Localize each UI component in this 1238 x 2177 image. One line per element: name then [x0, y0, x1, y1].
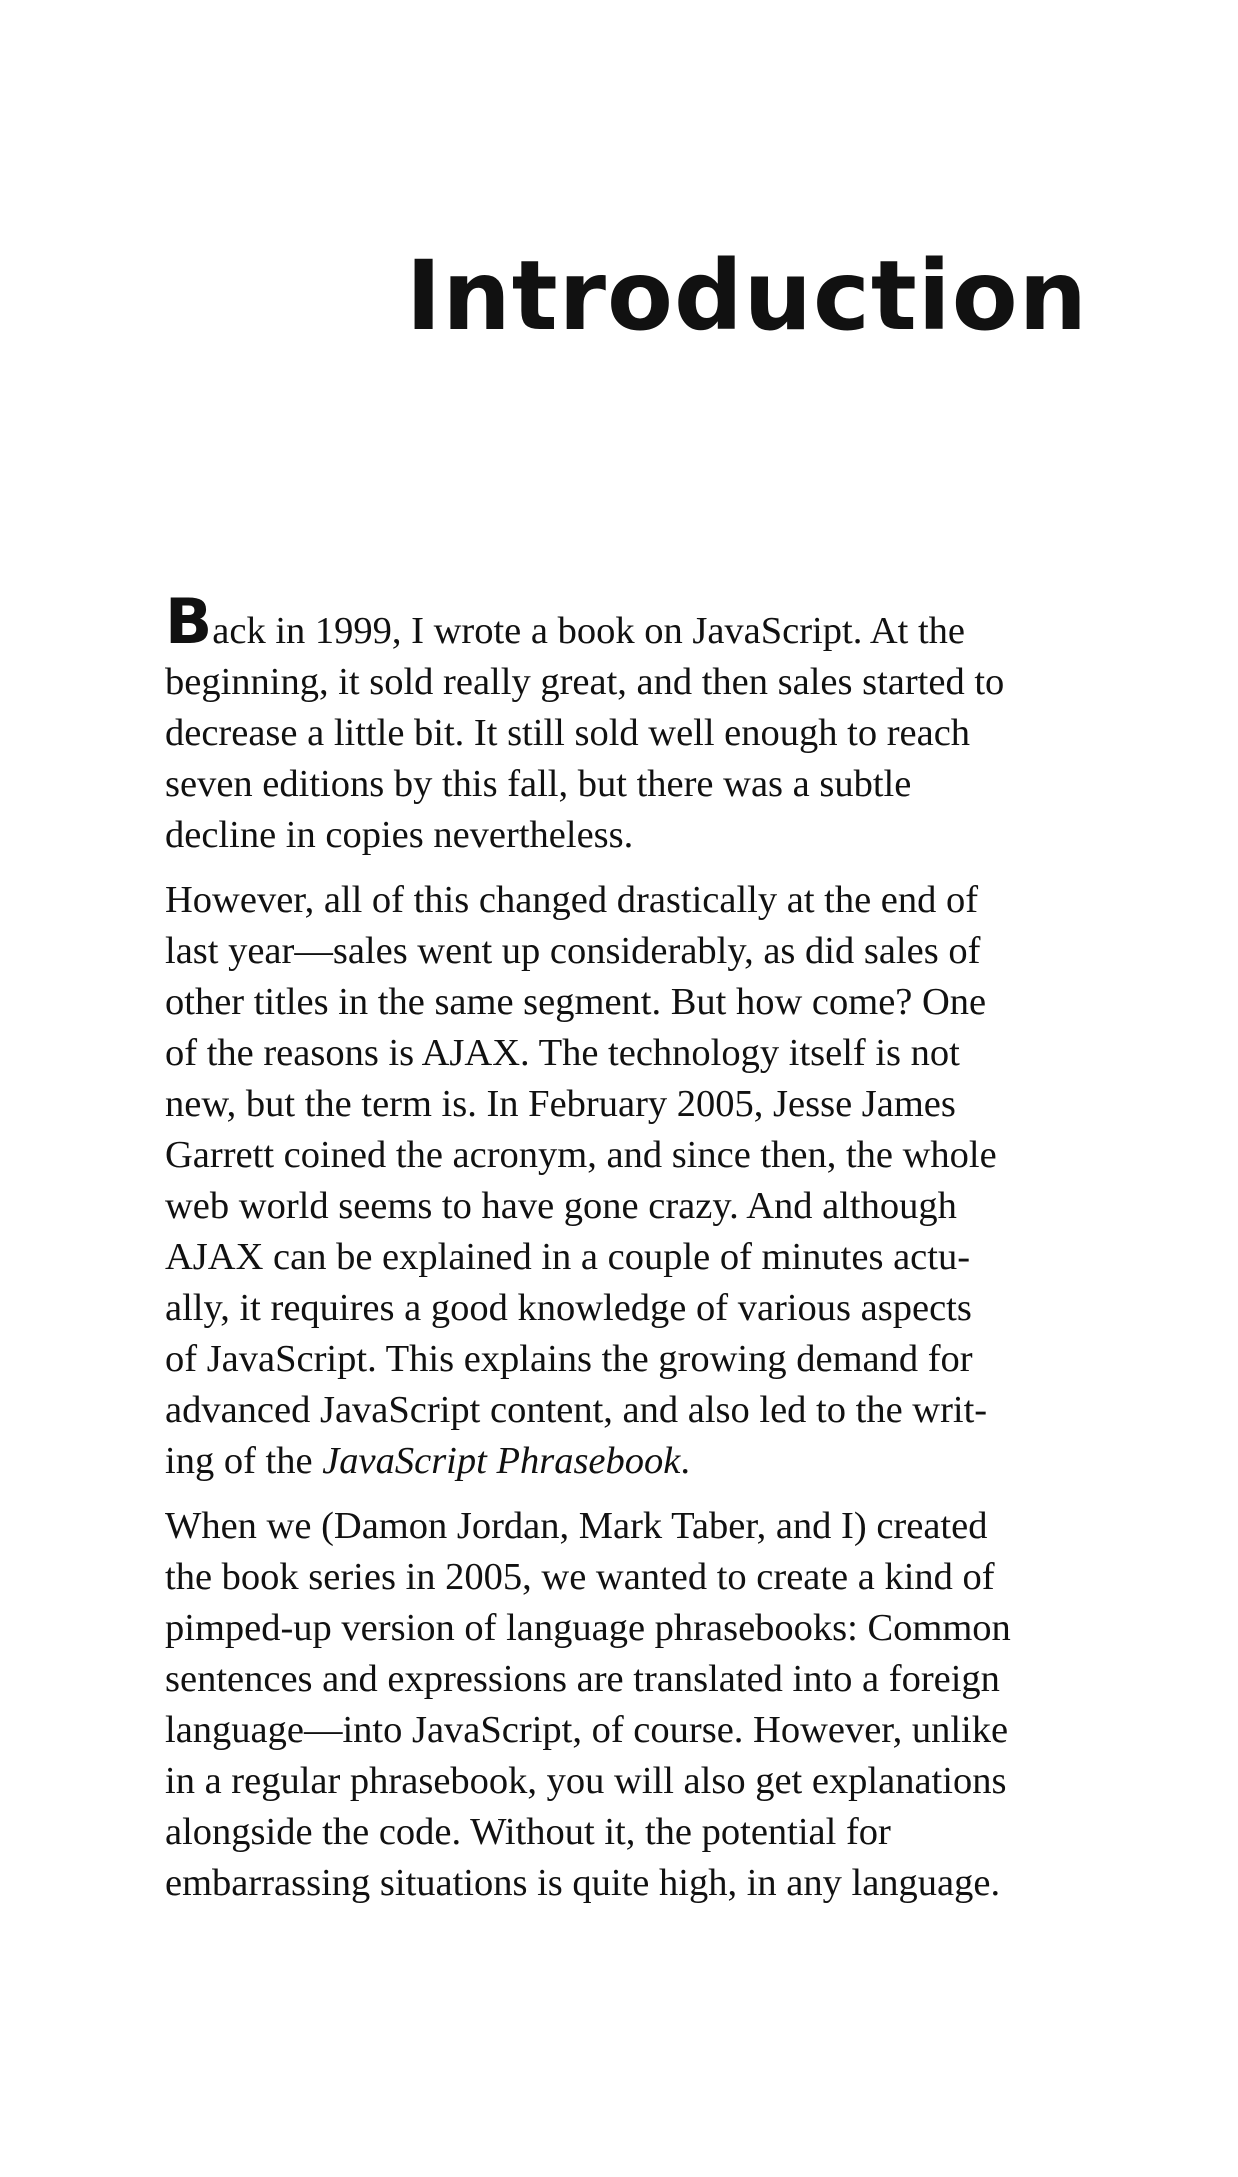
text-line-prefix: ing of the	[165, 1440, 323, 1482]
text-line: alongside the code. Without it, the potential for	[165, 1811, 891, 1853]
text-line: web world seems to have gone crazy. And although	[165, 1185, 957, 1227]
text-line: in a regular phrasebook, you will also get explanations	[165, 1760, 1007, 1802]
text-line: last year—sales went up considerably, as did sales of	[165, 930, 981, 972]
text-line: advanced JavaScript content, and also led to the writ-	[165, 1389, 988, 1431]
paragraph-2	[165, 875, 1095, 1487]
text-line: However, all of this changed drastically at the end of	[165, 879, 979, 921]
text-line-content: ack in 1999, I wrote a book on JavaScript. At the	[212, 610, 965, 652]
paragraph-1	[165, 585, 1095, 861]
chapter-title: Introduction	[405, 240, 1088, 352]
body-text	[165, 585, 1095, 1923]
text-line: embarrassing situations is quite high, in any language.	[165, 1862, 1001, 1904]
text-line: other titles in the same segment. But how come? One	[165, 981, 987, 1023]
book-title-italic: JavaScript Phrasebook	[322, 1440, 681, 1482]
text-line: decrease a little bit. It still sold well enough to reach	[165, 712, 971, 754]
text-line: sentences and expressions are translated into a foreign	[165, 1658, 1000, 1700]
text-line: Garrett coined the acronym, and since then, the whole	[165, 1134, 997, 1176]
text-line: When we (Damon Jordan, Mark Taber, and I) created	[165, 1505, 988, 1547]
text-line: new, but the term is. In February 2005, Jesse James	[165, 1083, 956, 1125]
text-line: pimped-up version of language phrasebooks: Common	[165, 1607, 1011, 1649]
text-line-suffix: .	[680, 1440, 690, 1482]
text-line	[165, 585, 1095, 658]
text-line	[165, 1436, 1095, 1487]
text-line: language—into JavaScript, of course. However, unlike	[165, 1709, 1009, 1751]
text-line: ally, it requires a good knowledge of various aspects	[165, 1287, 972, 1329]
text-line: the book series in 2005, we wanted to create a kind of	[165, 1556, 995, 1598]
text-line: of JavaScript. This explains the growing demand for	[165, 1338, 973, 1380]
text-line: decline in copies nevertheless.	[165, 814, 634, 856]
text-line: of the reasons is AJAX. The technology itself is not	[165, 1032, 960, 1074]
drop-cap: B	[165, 585, 213, 658]
text-line: seven editions by this fall, but there was a subtle	[165, 763, 912, 805]
paragraph-3	[165, 1501, 1095, 1909]
text-line: AJAX can be explained in a couple of minutes actu-	[165, 1236, 971, 1278]
text-line: beginning, it sold really great, and then sales started to	[165, 661, 1005, 703]
